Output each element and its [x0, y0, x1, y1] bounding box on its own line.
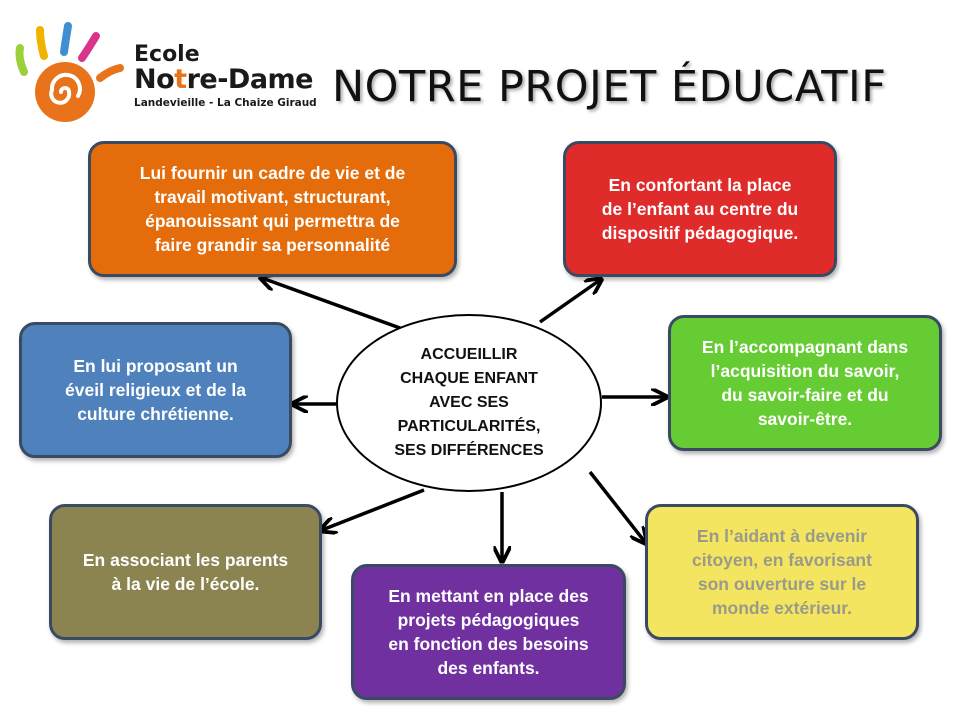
box-citoyen: [645, 504, 919, 640]
central-ellipse: [336, 314, 602, 492]
box-projets-pedagogiques-text: En mettant en place des projets pédagogiques en fonction des besoins des enfants.: [388, 585, 589, 679]
box-parents-text: En associant les parents à la vie de l’école.: [82, 549, 289, 594]
box-place-enfant: [563, 141, 837, 277]
arrow-to-place-enfant: [540, 280, 600, 322]
logo-line2-pre: No: [134, 64, 175, 95]
box-accompagnement-savoir: [668, 315, 942, 451]
box-eveil-religieux-text: En lui proposant un éveil religieux et de la culture chrétienne.: [65, 355, 246, 425]
box-cadre-de-vie-text: Lui fournir un cadre de vie et de travail motivant, structurant, épanouissant qui permettra de faire grandir sa personnalité: [139, 162, 406, 256]
logo-line2: [134, 66, 317, 93]
school-logo: [10, 18, 317, 128]
central-text: ACCUEILLIR CHAQUE ENFANT AVEC SES PARTICULARITÉS, SES DIFFÉRENCES: [394, 346, 544, 459]
box-projets-pedagogiques: [351, 564, 626, 700]
box-eveil-religieux: [19, 322, 292, 458]
logo-subline: Landevieille - La Chaize Giraud: [134, 97, 317, 109]
box-parents: [49, 504, 322, 640]
hand-spiral-icon: [10, 18, 135, 128]
arrow-to-cadre-de-vie: [262, 278, 400, 328]
logo-line1: Ecole: [134, 42, 200, 67]
box-accompagnement-savoir-text: En l’accompagnant dans l’acquisition du savoir, du savoir-faire et du savoir-être.: [701, 336, 909, 430]
arrow-to-citoyen: [590, 472, 645, 542]
page-title: NOTRE PROJET ÉDUCATIF: [332, 62, 887, 112]
box-cadre-de-vie: [88, 141, 457, 277]
logo-line2-accent: t: [174, 64, 187, 95]
box-citoyen-text: En l’aidant à devenir citoyen, en favorisant son ouverture sur le monde extérieur.: [692, 525, 872, 619]
box-place-enfant-text: En confortant la place de l’enfant au centre du dispositif pédagogique.: [601, 174, 799, 244]
arrow-to-parents: [322, 490, 424, 530]
logo-line2-post: re-Dame: [186, 64, 313, 95]
